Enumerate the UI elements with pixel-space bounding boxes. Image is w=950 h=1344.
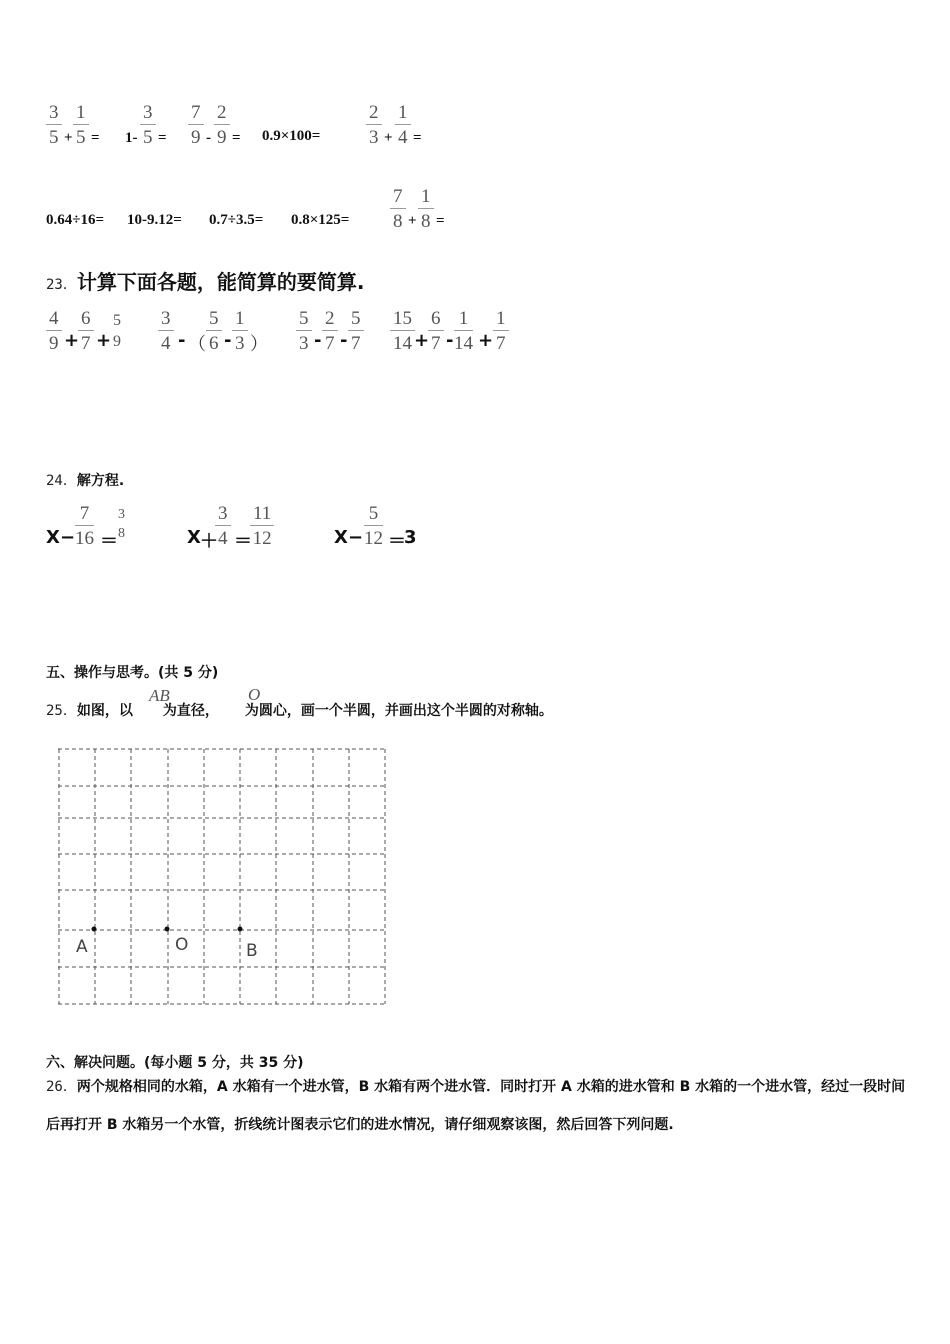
minuend: 1- bbox=[125, 130, 138, 146]
equals-sign: ＝ bbox=[388, 531, 406, 552]
question-23-heading bbox=[46, 266, 364, 295]
question-number: 26． bbox=[46, 1079, 77, 1095]
point-b bbox=[238, 927, 243, 932]
equals-sign: ＝ bbox=[234, 531, 252, 552]
plus-sign: + bbox=[64, 330, 80, 351]
fraction: $\frac{2}{7}$ bbox=[322, 309, 338, 353]
fraction: $\frac{5}{7}$ bbox=[348, 309, 364, 353]
fraction: $\frac{1}{7}$ bbox=[493, 309, 509, 353]
minus-sign: - bbox=[206, 130, 211, 146]
question-text: 如图，以 bbox=[76, 703, 133, 719]
segment-ab-label: AB bbox=[149, 686, 170, 705]
plus-sign: + bbox=[478, 330, 494, 351]
fraction: $\frac{3}{4}$ bbox=[158, 309, 174, 353]
expression: 0.8×125= bbox=[291, 212, 350, 228]
minus-sign: − bbox=[348, 527, 364, 548]
equals-sign: = bbox=[232, 130, 241, 146]
fraction: $\frac{5}{6}$ bbox=[206, 309, 222, 353]
variable-x: X bbox=[334, 527, 348, 548]
fraction: $\frac{3}{4}$ bbox=[215, 504, 231, 548]
expression: 10-9.12= bbox=[127, 212, 182, 228]
fraction: $\frac{2}{3}$ bbox=[366, 103, 382, 147]
minus-sign: - bbox=[224, 330, 232, 351]
fraction: $\frac{7}{8}$ bbox=[390, 187, 406, 231]
grid-label-a: A bbox=[76, 937, 88, 957]
expression: 0.7÷3.5= bbox=[209, 212, 264, 228]
plus-sign: + bbox=[64, 130, 73, 146]
fraction: $\frac{6}{7}$ bbox=[78, 309, 94, 353]
question-text: 为圆心，画一个半圆，并画出这个半圆的对称轴。 bbox=[244, 703, 553, 719]
plus-sign: + bbox=[96, 330, 112, 351]
plus-sign: + bbox=[408, 213, 417, 229]
expression: 0.64÷16= bbox=[46, 212, 105, 228]
grid-label-b: B bbox=[246, 941, 258, 961]
fraction: $\frac{1}{8}$ bbox=[418, 187, 434, 231]
left-paren: （ bbox=[188, 334, 206, 354]
equals-sign: = bbox=[436, 213, 445, 229]
fraction: $\frac{6}{7}$ bbox=[428, 309, 444, 353]
expression: 0.9×100= bbox=[262, 128, 321, 144]
point-a bbox=[92, 927, 97, 932]
question-title: 计算下面各题，能简算的要简算. bbox=[76, 270, 365, 294]
fraction: $\frac{1}{14}$ bbox=[454, 308, 473, 354]
fraction: $\frac{15}{14}$ bbox=[390, 309, 415, 353]
fraction: $\frac{11}{12}$ bbox=[250, 504, 274, 548]
fraction: $\frac{5}{3}$ bbox=[296, 309, 312, 353]
question-24-heading bbox=[46, 470, 124, 490]
question-title: 解方程. bbox=[76, 473, 125, 489]
plus-sign: + bbox=[414, 330, 430, 351]
grid-lines bbox=[58, 749, 386, 1004]
fraction: 3 8 bbox=[118, 507, 125, 541]
equals-sign: = bbox=[413, 130, 422, 146]
question-number: 23． bbox=[46, 277, 77, 293]
fraction: $\frac{5}{12}$ bbox=[364, 503, 383, 549]
fraction: $\frac{7}{16}$ bbox=[75, 503, 94, 549]
equals-sign: ＝ bbox=[100, 531, 118, 552]
question-26-text bbox=[46, 1068, 906, 1144]
grid-label-o: O bbox=[175, 935, 189, 955]
minus-sign: - bbox=[314, 330, 322, 351]
section-6-heading: 六、解决问题。(每小题 5 分，共 35 分) bbox=[46, 1055, 304, 1071]
point-o bbox=[165, 927, 170, 932]
minus-sign: - bbox=[446, 330, 454, 351]
equals-sign: = bbox=[158, 130, 167, 146]
fraction: $\frac{7}{9}$ bbox=[188, 103, 204, 147]
fraction: $\frac{4}{9}$ bbox=[46, 309, 62, 353]
plus-sign: + bbox=[384, 130, 393, 146]
rhs-value: 3 bbox=[404, 527, 417, 548]
minus-sign: − bbox=[60, 527, 76, 548]
right-paren: ） bbox=[250, 334, 268, 354]
fraction: $\frac{1}{3}$ bbox=[232, 309, 248, 353]
variable-x: X bbox=[187, 527, 201, 548]
equals-sign: = bbox=[91, 130, 100, 146]
fraction: $\frac{1}{4}$ bbox=[395, 103, 411, 147]
fraction: $\frac{3}{5}$ bbox=[46, 103, 62, 147]
variable-x: X bbox=[46, 527, 60, 548]
point-o-label: O bbox=[248, 685, 261, 704]
question-number: 25． bbox=[46, 703, 77, 719]
question-body: 两个规格相同的水箱，A 水箱有一个进水管，B 水箱有两个进水管．同时打开 A 水箱的进水管和 B 水箱的一个进水管，经过一段时间后再打开 B 水箱另一个水管，折线统计图表示它们的进水情况，请仔细观察该图，然后回答下列问题. bbox=[46, 1079, 906, 1133]
question-number: 24． bbox=[46, 473, 77, 489]
section-5-heading: 五、操作与思考。(共 5 分) bbox=[46, 665, 219, 681]
plus-sign: ＋ bbox=[200, 531, 218, 552]
fraction: 5 9 bbox=[113, 312, 121, 350]
fraction: $\frac{3}{5}$ bbox=[140, 103, 156, 147]
minus-sign: - bbox=[340, 330, 348, 351]
question-25-text bbox=[46, 700, 553, 720]
fraction: $\frac{1}{5}$ bbox=[73, 103, 89, 147]
minus-sign: - bbox=[178, 330, 186, 351]
dashed-grid bbox=[56, 746, 388, 1008]
question-text: 为直径， bbox=[162, 703, 219, 719]
fraction: $\frac{2}{9}$ bbox=[214, 103, 230, 147]
